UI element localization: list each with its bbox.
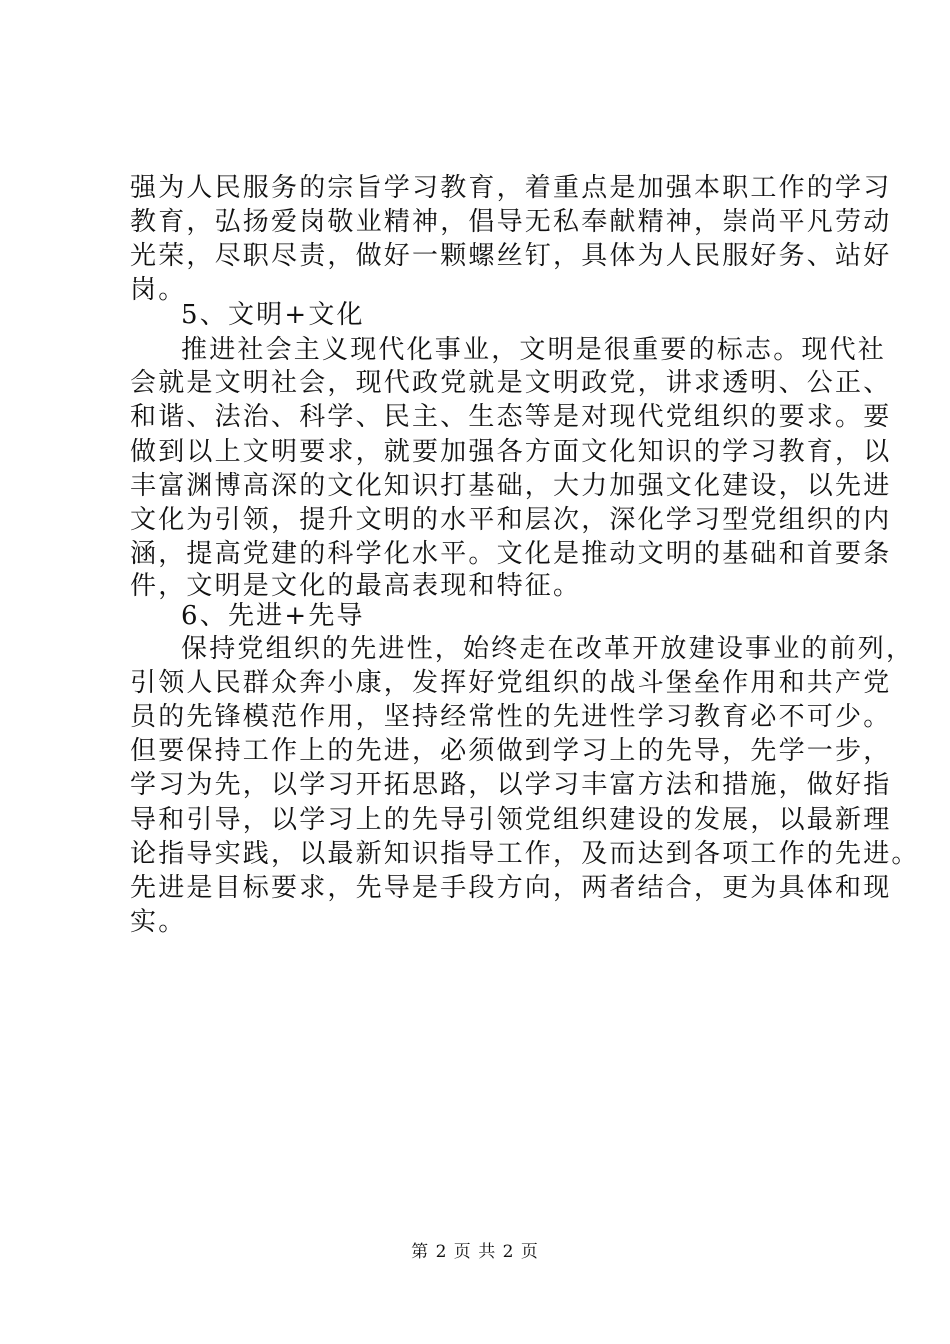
body-text-line: 员的先锋模范作用，坚持经常性的先进性学习教育必不可少。 [130,702,892,732]
body-text-line: 涵，提高党建的科学化水平。文化是推动文明的基础和首要条 [130,539,892,569]
section-heading-6: 6、先进+先导 [181,601,365,631]
body-text-line: 丰富渊博高深的文化知识打基础，大力加强文化建设，以先进 [130,471,892,501]
body-text-line: 实。 [130,907,187,937]
body-text-line: 引领人民群众奔小康，发挥好党组织的战斗堡垒作用和共产党 [130,668,892,698]
body-text-line: 会就是文明社会，现代政党就是文明政党，讲求透明、公正、 [130,368,892,398]
body-text-line: 导和引导，以学习上的先导引领党组织建设的发展，以最新理 [130,805,892,835]
body-text-line: 教育，弘扬爱岗敬业精神，倡导无私奉献精神，崇尚平凡劳动 [130,207,892,237]
body-text-line: 件，文明是文化的最高表现和特征。 [130,571,582,601]
body-text-line: 岗。 [130,275,187,305]
body-text-line: 但要保持工作上的先进，必须做到学习上的先导，先学一步， [130,736,892,766]
body-text-line: 强为人民服务的宗旨学习教育，着重点是加强本职工作的学习 [130,173,892,203]
body-text-line: 光荣，尽职尽责，做好一颗螺丝钉，具体为人民服好务、站好 [130,241,892,271]
body-text-line: 和谐、法治、科学、民主、生态等是对现代党组织的要求。要 [130,402,892,432]
body-text-line: 做到以上文明要求，就要加强各方面文化知识的学习教育，以 [130,437,892,467]
section-heading-5: 5、文明+文化 [181,300,365,330]
body-text-line: 保持党组织的先进性，始终走在改革开放建设事业的前列， [181,634,915,664]
body-text-line: 推进社会主义现代化事业，文明是很重要的标志。现代社 [181,335,887,365]
page-number-footer: 第 2 页 共 2 页 [411,1242,539,1262]
body-text-line: 先进是目标要求，先导是手段方向，两者结合，更为具体和现 [130,873,892,903]
body-text-line: 论指导实践，以最新知识指导工作，及而达到各项工作的先进。 [130,839,920,869]
body-text-line: 学习为先，以学习开拓思路，以学习丰富方法和措施，做好指 [130,770,892,800]
body-text-line: 文化为引领，提升文明的水平和层次，深化学习型党组织的内 [130,505,892,535]
